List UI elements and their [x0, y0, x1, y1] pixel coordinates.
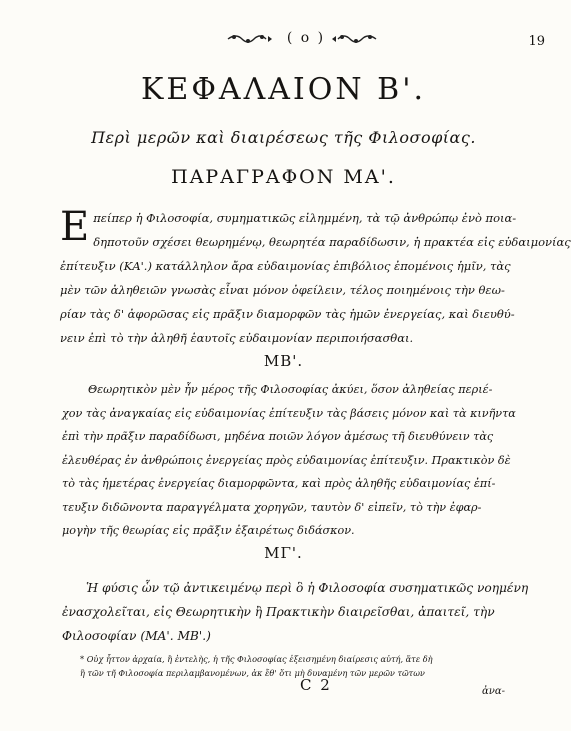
text-line: Θεωρητικὸν μὲν ἦν μέρος τῆς Φιλοσοφίας ἀκύει, ὅσον ἀληθείας περιέ- [88, 383, 493, 396]
paragraph-mb [62, 378, 516, 543]
header-ornament [0, 30, 567, 52]
text-line: νειν ἐπὶ τὸ τὴν ἀληθῆ ἑαυτοῖς εὐδαιμονίαν περιποιήσασθαι. [60, 331, 414, 345]
footnote-line: * Οὐχ ἧττον ἀρχαία, ἢ ἐντελὴς, ἡ τῆς Φιλοσοφίας ἐξεισημένη διαίρεσις αὐτή, ἅτε δὴ [80, 654, 433, 664]
text-line: Φιλοσοφίαν (ΜΑ'. ΜΒ'.) [62, 629, 211, 643]
section-heading: ΠΑΡΑΓΡΑΦΟΝ ΜΑ'. [171, 166, 396, 188]
paragraph-ma [60, 204, 571, 350]
text-line: ρίαν τὰς δ' ἀφορῶσας εἰς πρᾶξιν διαμορφῶν τὰς ἡμῶν ἐνεργείας, καὶ διευθύ- [60, 307, 515, 321]
text-line: ἐπίτευξιν (ΚΑ'.) κατάλληλον ἄρα εὐδαιμονίας ἐπιβόλιος ἐπομένοις ἡμῖν, τὰς [60, 259, 511, 273]
folio-mark: ( o ) [286, 30, 326, 46]
footnote-line: ἣ τῶν τῆ Φιλοσοφία περιλαμβανομένων, ἀκ ἔθ' ὅτι μὴ δυναμένη τῶν μερῶν τῶτων [80, 668, 425, 678]
text-line: τευξιν διδῶνοντα παραγγέλματα χορηγῶν, ταυτὸν δ' εἰπεῖν, τὸ τὴν ἐφαρ- [62, 500, 482, 514]
text-line: ἐνασχολεῖται, εἰς Θεωρητικὴν ἢ Πρακτικὴν διαιρεῖσθαι, ἀπαιτεῖ, τὴν [62, 605, 495, 619]
text-line: χον τὰς ἀναγκαίας εἰς εὐδαιμονίας ἐπίτευξιν τὰς βάσεις μόνον καὶ τὰ κινῆντα [62, 406, 516, 420]
text-line: μογὴν τῆς θεωρίας εἰς πρᾶξιν ἐξαιρέτως διδάσκον. [62, 524, 355, 537]
text-line: πείπερ ἡ Φιλοσοφία, συμηματικῶς εἰλημμένη, τὰ τῷ ἀνθρώπῳ ἐνὸ ποια- [93, 211, 517, 225]
page-number: 19 [528, 34, 545, 49]
text-line: ἐπὶ τὴν πρᾶξιν παραδίδωσι, μηδένα ποιῶν λόγον ἀμέσως τῆ διευθύνειν τὰς [62, 430, 494, 443]
catchword: ἀνα- [482, 686, 505, 697]
text-line: δηποτοῦν σχέσει θεωρημένῳ, θεωρητέα παραδίδωσιν, ἡ πρακτέα εἰς εὐδαιμονίας [93, 235, 571, 249]
signature-mark: C 2 [300, 676, 332, 694]
text-line: μὲν τῶν ἀληθειῶν γνωσὰς εἶναι μόνον ὀφείλειν, τέλος ποιημένοις τὴν θεω- [60, 283, 505, 297]
floral-ornament-icon [226, 32, 274, 46]
paragraph-mg [62, 576, 529, 648]
text-line: ἐλευθέρας ἐν ἀνθρώποις ἐνεργείας πρὸς εὐδαιμονίας ἐπίτευξιν. Πρακτικὸν δὲ [62, 453, 511, 467]
text-line: Ἡ φύσις ὧν τῷ ἀντικειμένῳ περὶ ὃ ἡ Φιλοσοφία συσηματικῶς νοημένη [86, 581, 529, 595]
chapter-title: ΚΕΦΑΛΑΙΟΝ Β'. [141, 72, 426, 107]
section-numeral-mb: ΜΒ'. [263, 352, 304, 370]
text-line: τὸ τὰς ἡμετέρας ἐνεργείας διαμορφῶντα, καὶ πρὸς ἀληθῆς εὐδαιμονίας ἐπί- [62, 477, 496, 490]
chapter-subtitle: Περὶ μερῶν καὶ διαιρέσεως τῆς Φιλοσοφίας. [91, 128, 476, 147]
drop-initial: Ε [60, 204, 90, 250]
floral-ornament-icon [330, 32, 378, 46]
section-numeral-mg: ΜΓ'. [264, 544, 303, 562]
